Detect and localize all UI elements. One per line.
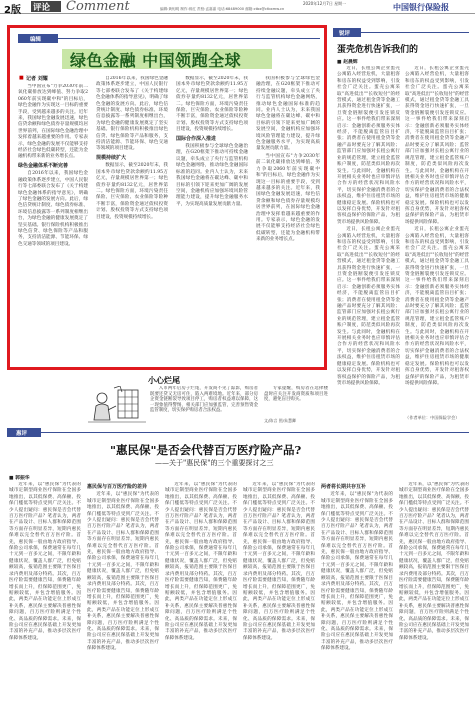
cartoon-box	[88, 374, 330, 427]
right-paragraph-2: 近日，长租公寓企业蛋壳公寓陷入经营危机，大量租客和房东的权益受到影响，引发社会广泛关注。蛋壳公寓采取"高进低出""长收短付"的经营模式，通过租金贷等金融工具获得资金进行快速扩张，一旦资金链断裂便引发连锁反应。这一事件给我们带来深刻启示：金融创新必须服务实体经济，不能脱离监管盲目扩张；消费者在使用租金贷等金融产品时要充分了解其风险；监管部门应加强对长租公寓行业的规范管理，建立租金监管账户制度，防范类似风险再次发生。与此同时，金融机构在开展相关业务时也应审慎评估合作方的经营状况和风险水平，切实保护金融消费者的合法权益，维护住房租赁市场的健康稳定发展。保险机构也可以发挥自身优势，开发针对租客权益保护的保险产品，为租赁市场提供风险保障。	[405, 66, 469, 225]
lead-paragraph-2b: 自2016年以来，我国绿色金融政策体系逐步建立，中国人民银行等七部委联合发布了《关于构建绿色金融体系的指导意见》，明确了绿色金融的发展方向。此后，绿色信贷统计制度、绿色债券标准、环境信息披露等一系列制度相继出台，为绿色金融的健康发展奠定了坚实基础。银行保险机构积极推出绿色信贷、绿色保险等产品和服务，支持清洁能源、节能环保、绿色交通等领域的项目建设。	[96, 76, 168, 152]
lead-kicker: 编辑	[18, 34, 58, 43]
bottom-article	[5, 428, 471, 699]
lead-paragraph-2: 自2016年以来，我国绿色金融政策体系逐步建立，中国人民银行等七部委联合发布了《关于构建绿色金融体系的指导意见》，明确了绿色金融的发展方向。此后，绿色信贷统计制度、绿色债券标准、环境信息披露等一系列制度相继出台，为绿色金融的健康发展奠定了坚实基础。银行保险机构积极推出绿色信贷、绿色保险等产品和服务，支持清洁能源、节能环保、绿色交通等领域的项目建设。	[18, 171, 88, 247]
lead-paragraph-1: 当中国宣布"力争2030年前二氧化碳排放达到峰值、努力争取2060年前实现碳中和"的目标后，绿色金融作为实现这一目标的重要手段，受到越来越多的关注。近年来，我国绿色金融发展迅速，绿色信贷余额和绿色债券存量规模均居世界前列，在国际绿色金融治理中发挥着越来越重要的作用。专家表示，绿色金融的发展不仅能够支持经济社会绿色低碳转型，还能为金融机构带来新的业务增长点。	[18, 84, 88, 160]
lead-byline-mark: ■	[19, 75, 24, 81]
lead-column-1	[18, 84, 88, 364]
right-paragraph-1: 近日，长租公寓企业蛋壳公寓陷入经营危机，大量租客和房东的权益受到影响，引发社会广泛关注。蛋壳公寓采取"高进低出""长收短付"的经营模式，通过租金贷等金融工具获得资金进行快速扩张，一旦资金链断裂便引发连锁反应。这一事件给我们带来深刻启示：金融创新必须服务实体经济，不能脱离监管盲目扩张；消费者在使用租金贷等金融产品时要充分了解其风险；监管部门应加强对长租公寓行业的规范管理，建立租金监管账户制度，防范类似风险再次发生。与此同时，金融机构在开展相关业务时也应审慎评估合作方的经营状况和风险水平，切实保护金融消费者的合法权益，维护住房租赁市场的健康稳定发展。保险机构也可以发挥自身优势，开发针对租客权益保护的保险产品，为租赁市场提供风险保障。	[337, 66, 400, 225]
lead-article-frame	[7, 25, 327, 370]
lead-paragraph-4b: 我国积极参与全球绿色金融治理，在G20框架下推动可持续金融议题，牵头成立了央行与监管机构绿色金融网络，推动绿色金融国际标准的趋同。业内人士认为，未来我国绿色金融将在碳达峰、碳中和目标的引领下迎来更加广阔的发展空间，金融机构应加强环境风险管理能力建设，提升绿色金融服务水平，为实现高质量发展贡献力量。	[256, 76, 320, 152]
right-kicker: 锐评	[333, 28, 361, 37]
lead-column-2	[96, 76, 168, 364]
right-column	[333, 25, 473, 425]
lead-byline: 记者 刘耀	[26, 76, 48, 82]
section-title-en: Comment	[66, 0, 130, 14]
cartoon-caption: 文/陈言 图/朱慧卿	[264, 418, 296, 423]
newspaper-name: 中国银行保险报	[393, 3, 449, 12]
right-paragraph-1b: 近日，长租公寓企业蛋壳公寓陷入经营危机，大量租客和房东的权益受到影响，引发社会广泛关注。蛋壳公寓采取"高进低出""长收短付"的经营模式，通过租金贷等金融工具获得资金进行快速扩张，一旦资金链断裂便引发连锁反应。这一事件给我们带来深刻启示：金融创新必须服务实体经济，不能脱离监管盲目扩张；消费者在使用租金贷等金融产品时要充分了解其风险；监管部门应加强对长租公寓行业的规范管理，建立租金监管账户制度，防范类似风险再次发生。与此同时，金融机构在开展相关业务时也应审慎评估合作方的经营状况和风险水平，切实保护金融消费者的合法权益，维护住房租赁市场的健康稳定发展。保险机构也可以发挥自身优势，开发针对租客权益保护的保险产品，为租赁市场提供风险保障。	[337, 227, 400, 386]
bottom-subheadline: ——关于"惠民保"的三个重要探讨之三	[155, 459, 274, 467]
lead-subhead-1: 绿色金融体系不断完善	[18, 162, 69, 169]
bottom-column-2: 惠民保与百万医疗险的差异 近年来，以"惠民保"为代表的城市定制型商业医疗保险在全国多地推出，以其低保费、高保额、投保门槛低等特点受到广泛关注。不少人提出疑问：惠民保是否会代替百万医疗险产品？笔者认为，两者在产品设计、目标人群和保障范围等方面存在明显差异，短期内惠民保难以完全替代百万医疗险。首先，惠民保一般由地方政府指导、保险公司承保，保费通常在每年几十元到一百多元之间，不限年龄和健康状况，覆盖人群广泛，但免赔额较高，报销范围主要限于医保目录内费用及部分特药。其次，百万医疗险需要健康告知，保费随年龄增长而上升，但保障范围更广，免赔额较低，并包含增值服务。因此，两类产品在功能定位上形成互补关系，惠民保主要解决普惠性保障问题，百万医疗险则满足个性化、高品质的保障需求。未来，保险公司应在惠民保基础上开发更加丰富的补充产品，推动多层次医疗保障体系建设。	[87, 484, 159, 652]
lead-headline: 绿色金融 中国领跑全球	[70, 51, 242, 70]
lead-kicker-rule	[58, 38, 320, 39]
lead-paragraph-3b: 数据显示，截至2020年末，我国本外币绿色贷款余额约11.95万亿元，存量规模居世界第一；绿色债券存量约8132亿元，居世界第二。绿色保险方面，环境污染责任保险、巨灾保险、农业保险等险种不断丰富，保险资金通过债权投资计划、股权投资等方式支持绿色项目建设，投资规模持续增长。	[176, 76, 248, 133]
page-number: 2版	[4, 5, 21, 16]
bottom-column-5: 两者将长期共存互补 近年来，以"惠民保"为代表的城市定制型商业医疗保险在全国多地推出，以其低保费、高保额、投保门槛低等特点受到广泛关注。不少人提出疑问：惠民保是否会代替百万医疗险产品？笔者认为，两者在产品设计、目标人群和保障范围等方面存在明显差异，短期内惠民保难以完全替代百万医疗险。首先，惠民保一般由地方政府指导、保险公司承保，保费通常在每年几十元到一百多元之间，不限年龄和健康状况，覆盖人群广泛，但免赔额较高，报销范围主要限于医保目录内费用及部分特药。其次，百万医疗险需要健康告知，保费随年龄增长而上升，但保障范围更广，免赔额较低，并包含增值服务。因此，两类产品在功能定位上形成互补关系，惠民保主要解决普惠性保障问题，百万医疗险则满足个性化、高品质的保障需求。未来，保险公司应在惠民保基础上开发更加丰富的补充产品，推动多层次医疗保障体系建设。	[321, 484, 393, 652]
lead-paragraph-4: 我国积极参与全球绿色金融治理，在G20框架下推动可持续金融议题，牵头成立了央行与监管机构绿色金融网络，推动绿色金融国际标准的趋同。业内人士认为，未来我国绿色金融将在碳达峰、碳中和目标的引领下迎来更加广阔的发展空间，金融机构应加强环境风险管理能力建设，提升绿色金融服务水平，为实现高质量发展贡献力量。	[176, 144, 248, 207]
bottom-column-4: 近年来，以"惠民保"为代表的城市定制型商业医疗保险在全国多地推出，以其低保费、高保额、投保门槛低等特点受到广泛关注。不少人提出疑问：惠民保是否会代替百万医疗险产品？笔者认为，两者在产品设计、目标人群和保障范围等方面存在明显差异，短期内惠民保难以完全替代百万医疗险。首先，惠民保一般由地方政府指导、保险公司承保，保费通常在每年几十元到一百多元之间，不限年龄和健康状况，覆盖人群广泛，但免赔额较高，报销范围主要限于医保目录内费用及部分特药。其次，百万医疗险需要健康告知，保费随年龄增长而上升，但保障范围更广，免赔额较低，并包含增值服务。因此，两类产品在功能定位上形成互补关系，惠民保主要解决普惠性保障问题，百万医疗险则满足个性化、高品质的保障需求。未来，保险公司应在惠民保基础上开发更加丰富的补充产品，推动多层次医疗保障体系建设。	[243, 482, 315, 641]
lead-column-4	[256, 76, 320, 364]
lead-subhead-2: 规模持续扩大	[96, 154, 127, 161]
lead-paragraph-3: 数据显示，截至2020年末，我国本外币绿色贷款余额约11.95万亿元，存量规模居世界第一；绿色债券存量约8132亿元，居世界第二。绿色保险方面，环境污染责任保险、巨灾保险、农业保险等险种不断丰富，保险资金通过债权投资计划、股权投资等方式支持绿色项目建设，投资规模持续增长。	[96, 163, 168, 220]
bottom-subhead-2: 两者将长期共存互补	[321, 484, 367, 490]
cartoon-text-left: 入市两年后房子烂尾，开发商不见了踪影，购房者既要还贷又无房可住，陷入两难境地。近年来，部分房企资金链断裂导致项目停工，购房者权益难以保障，这一现象值得警惕，相关部门应加强监管，完善预售资金监管制度，切实保护购房者合法权益。	[150, 386, 258, 414]
cartoon-illustration	[88, 386, 146, 426]
bottom-column-3: 近年来，以"惠民保"为代表的城市定制型商业医疗保险在全国多地推出，以其低保费、高保额、投保门槛低等特点受到广泛关注。不少人提出疑问：惠民保是否会代替百万医疗险产品？笔者认为，两者在产品设计、目标人群和保障范围等方面存在明显差异，短期内惠民保难以完全替代百万医疗险。首先，惠民保一般由地方政府指导、保险公司承保，保费通常在每年几十元到一百多元之间，不限年龄和健康状况，覆盖人群广泛，但免赔额较高，报销范围主要限于医保目录内费用及部分特药。其次，百万医疗险需要健康告知，保费随年龄增长而上升，但保障范围更广，免赔额较低，并包含增值服务。因此，两类产品在功能定位上形成互补关系，惠民保主要解决普惠性保障问题，百万医疗险则满足个性化、高品质的保障需求。未来，保险公司应在惠民保基础上开发更加丰富的补充产品，推动多层次医疗保障体系建设。	[165, 482, 237, 641]
bottom-headline: "惠民保"是否会代替百万医疗险产品?	[110, 443, 302, 457]
bottom-subhead-1: 惠民保与百万医疗险的差异	[87, 484, 148, 490]
right-text-col-1	[337, 66, 400, 421]
lead-column-3	[176, 76, 248, 364]
cartoon-title: 小心烂尾	[148, 375, 180, 385]
right-kicker-rule	[361, 32, 469, 33]
editors-line: 编辑:黄钥明 制作:蒋红 责校:孟嘉嘉 电话:68489000 邮箱:ctbx@ctbxmw.cn	[160, 7, 285, 11]
right-headline: 蛋壳危机告诉我们的	[337, 45, 419, 55]
date-line: 2020年12月7日 星期一	[303, 1, 347, 6]
bottom-column-6: 近年来，以"惠民保"为代表的城市定制型商业医疗保险在全国多地推出，以其低保费、高保额、投保门槛低等特点受到广泛关注。不少人提出疑问：惠民保是否会代替百万医疗险产品？笔者认为，两者在产品设计、目标人群和保障范围等方面存在明显差异，短期内惠民保难以完全替代百万医疗险。首先，惠民保一般由地方政府指导、保险公司承保，保费通常在每年几十元到一百多元之间，不限年龄和健康状况，覆盖人群广泛，但免赔额较高，报销范围主要限于医保目录内费用及部分特药。其次，百万医疗险需要健康告知，保费随年龄增长而上升，但保障范围更广，免赔额较低，并包含增值服务。因此，两类产品在功能定位上形成互补关系，惠民保主要解决普惠性保障问题，百万医疗险则满足个性化、高品质的保障需求。未来，保险公司应在惠民保基础上开发更加丰富的补充产品，推动多层次医疗保障体系建设。	[399, 482, 469, 641]
bottom-kicker: 惠评	[7, 428, 41, 437]
right-byline: ■ 赵晨辉	[337, 60, 358, 65]
right-footer-note: （作者单位：中国保险学会）	[405, 415, 460, 420]
bottom-byline: ■ 郭振华	[9, 476, 30, 481]
section-title: 评论	[33, 3, 51, 13]
lead-paragraph-1b: 当中国宣布"力争2030年前二氧化碳排放达到峰值、努力争取2060年前实现碳中和"的目标后，绿色金融作为实现这一目标的重要手段，受到越来越多的关注。近年来，我国绿色金融发展迅速，绿色信贷余额和绿色债券存量规模均居世界前列，在国际绿色金融治理中发挥着越来越重要的作用。专家表示，绿色金融的发展不仅能够支持经济社会绿色低碳转型，还能为金融机构带来新的业务增长点。	[256, 153, 320, 243]
right-paragraph-2b: 近日，长租公寓企业蛋壳公寓陷入经营危机，大量租客和房东的权益受到影响，引发社会广泛关注。蛋壳公寓采取"高进低出""长收短付"的经营模式，通过租金贷等金融工具获得资金进行快速扩张，一旦资金链断裂便引发连锁反应。这一事件给我们带来深刻启示：金融创新必须服务实体经济，不能脱离监管盲目扩张；消费者在使用租金贷等金融产品时要充分了解其风险；监管部门应加强对长租公寓行业的规范管理，建立租金监管账户制度，防范类似风险再次发生。与此同时，金融机构在开展相关业务时也应审慎评估合作方的经营状况和风险水平，切实保护金融消费者的合法权益，维护住房租赁市场的健康稳定发展。保险机构也可以发挥自身优势，开发针对租客权益保护的保险产品，为租赁市场提供风险保障。	[405, 227, 469, 386]
bottom-column-1: 近年来，以"惠民保"为代表的城市定制型商业医疗保险在全国多地推出，以其低保费、高保额、投保门槛低等特点受到广泛关注。不少人提出疑问：惠民保是否会代替百万医疗险产品？笔者认为，两者在产品设计、目标人群和保障范围等方面存在明显差异，短期内惠民保难以完全替代百万医疗险。首先，惠民保一般由地方政府指导、保险公司承保，保费通常在每年几十元到一百多元之间，不限年龄和健康状况，覆盖人群广泛，但免赔额较高，报销范围主要限于医保目录内费用及部分特药。其次，百万医疗险需要健康告知，保费随年龄增长而上升，但保障范围更广，免赔额较低，并包含增值服务。因此，两类产品在功能定位上形成互补关系，惠民保主要解决普惠性保障问题，百万医疗险则满足个性化、高品质的保障需求。未来，保险公司应在惠民保基础上开发更加丰富的补充产品，推动多层次医疗保障体系建设。	[9, 482, 81, 641]
cartoon-text-right: 专家提醒，购房者在选择楼盘时应关注开发商资质和项目进度，避免盲目购买。	[264, 386, 328, 403]
right-text-col-2	[405, 66, 469, 414]
masthead	[0, 0, 475, 14]
bottom-kicker-rule	[41, 432, 469, 433]
lead-subhead-3: 国际合作深入推进	[176, 135, 217, 142]
